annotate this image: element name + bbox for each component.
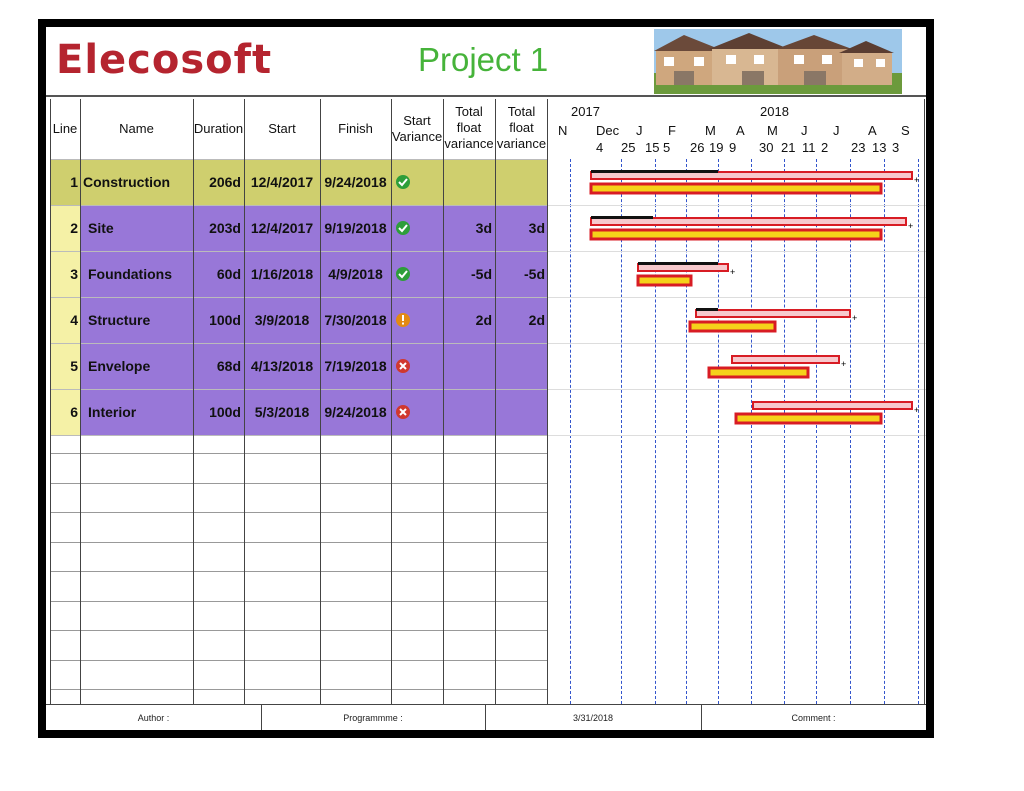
row-total-float-variance-1: 3d [475,220,492,236]
cross-icon [395,404,411,420]
row-finish[interactable]: 7/30/2018 [324,312,387,328]
timeline-month: J [833,123,840,138]
gantt-task-bar[interactable] [548,297,926,343]
row-total-float-variance-1: 2d [475,312,492,328]
check-icon [395,220,411,236]
row-start[interactable]: 5/3/2018 [254,404,310,420]
col-divider [495,99,496,704]
col-header-name[interactable]: Name [119,121,154,136]
svg-text:+: + [914,175,920,185]
col-header-duration[interactable]: Duration [193,121,244,136]
row-line-number: 2 [70,220,78,236]
row-divider [50,512,548,513]
col-divider [391,99,392,704]
col-header-start-variance-l2: Variance [391,129,443,144]
row-finish[interactable]: 4/9/2018 [328,266,383,282]
gantt-task-bar[interactable] [548,343,926,389]
row-name[interactable]: Structure [88,312,151,328]
row-divider [50,159,548,160]
row-divider [50,389,548,390]
row-divider [50,343,548,344]
timeline-month: F [668,123,676,138]
row-duration[interactable]: 60d [216,266,241,282]
row-name[interactable]: Foundations [88,266,172,282]
house-photo-image [654,29,902,94]
gantt-task-bar[interactable] [548,389,926,435]
row-duration[interactable]: 203d [209,220,241,236]
timeline-day: 9 [729,140,737,155]
row-start[interactable]: 4/13/2018 [250,358,314,374]
header-divider [46,95,926,97]
col-header-total-float-variance-2[interactable] [495,104,548,152]
timeline-month: A [736,123,745,138]
row-duration[interactable]: 68d [216,358,241,374]
row-divider [50,571,548,572]
timeline-day: 4 [596,140,604,155]
row-divider [50,542,548,543]
cross-icon [395,358,411,374]
row-line-number: 6 [70,404,78,420]
row-finish[interactable]: 7/19/2018 [324,358,387,374]
col-header-tfv1-l1: Total [455,104,483,119]
timeline-month: N [558,123,568,138]
year-2017: 2017 [571,104,600,119]
gantt-sheet [46,27,926,730]
timeline-month: M [705,123,716,138]
row-divider [50,483,548,484]
row-total-float-variance-2: 2d [528,312,545,328]
row-duration[interactable]: 100d [209,404,241,420]
col-divider [547,99,548,704]
col-header-tfv1-l2: float [456,120,482,135]
col-header-tfv1-l3: variance [444,136,494,151]
row-start[interactable]: 1/16/2018 [250,266,314,282]
col-header-tfv2-l3: variance [496,136,547,151]
year-2018: 2018 [760,104,789,119]
gantt-task-bar[interactable] [548,159,926,205]
row-divider [50,601,548,602]
row-total-float-variance-2: 3d [528,220,545,236]
timeline-month: J [636,123,643,138]
svg-text:+: + [908,221,914,231]
project-title: Project 1 [418,41,549,78]
row-duration[interactable]: 100d [209,312,241,328]
timeline-day: 15 [645,140,660,155]
timeline-day: 26 [690,140,705,155]
row-total-float-variance-2 [495,343,545,389]
row-duration[interactable]: 206d [209,174,241,190]
row-name[interactable]: Interior [88,404,137,420]
timeline-month: Dec [596,123,620,138]
svg-text:+: + [852,313,858,323]
svg-text:+: + [730,267,736,277]
gantt-task-bar[interactable] [548,251,926,297]
col-header-tfv2-l1: Total [507,104,536,119]
timeline-month: J [801,123,808,138]
row-total-float-variance-1: -5d [471,266,492,282]
timeline-day: 3 [892,140,900,155]
col-divider [80,99,81,704]
row-divider [50,453,548,454]
col-header-start[interactable]: Start [268,121,296,136]
col-header-line[interactable]: Line [52,121,78,136]
col-header-tfv2-l2: float [509,120,534,135]
footer-programme: Programmme : [343,713,403,723]
row-divider [50,297,548,298]
row-divider [50,251,548,252]
row-name[interactable]: Site [88,220,114,236]
timeline-month: A [868,123,877,138]
house-photo [654,29,902,94]
timeline-day: 5 [663,140,671,155]
row-total-float-variance-2 [495,389,545,435]
row-total-float-variance-1 [443,343,492,389]
timeline-day: 25 [621,140,636,155]
row-line-number: 4 [70,312,78,328]
col-divider [443,99,444,704]
gantt-row-divider [548,435,926,436]
row-divider [50,205,548,206]
row-total-float-variance-2: -5d [524,266,545,282]
timeline-day: 30 [759,140,774,155]
row-name[interactable]: Envelope [88,358,151,374]
row-start[interactable]: 3/9/2018 [254,312,310,328]
col-divider [244,99,245,704]
timeline-day: 2 [821,140,829,155]
row-finish[interactable]: 9/24/2018 [324,404,387,420]
col-divider [193,99,194,704]
col-divider [320,99,321,704]
row-line-number: 5 [70,358,78,374]
gantt-task-bar[interactable] [548,205,926,251]
row-divider [50,630,548,631]
row-total-float-variance-2 [495,159,545,205]
footer-comment: Comment : [791,713,836,723]
timeline-day: 11 [802,140,816,155]
row-total-float-variance-1 [443,159,492,205]
row-start[interactable]: 12/4/2017 [250,220,314,236]
footer-bar [46,704,926,730]
timeline-month: M [767,123,778,138]
row-start[interactable]: 12/4/2017 [250,174,314,190]
timeline-month: S [901,123,910,138]
row-divider [50,435,548,436]
timeline-day: 13 [872,140,887,155]
footer-date: 3/31/2018 [572,713,614,723]
row-line-number: 3 [70,266,78,282]
col-header-finish[interactable]: Finish [338,121,373,136]
row-name[interactable]: Construction [83,174,171,190]
company-logo: Elecosoft [56,37,273,83]
col-divider [924,99,925,704]
row-divider [50,660,548,661]
svg-text:+: + [914,405,920,415]
footer-author: Author : [137,713,170,723]
row-finish[interactable]: 9/24/2018 [324,174,387,190]
svg-text:+: + [841,359,847,369]
check-icon [395,174,411,190]
col-header-start-variance[interactable] [391,113,443,145]
col-divider [50,99,51,704]
col-header-start-variance-l1: Start [403,113,431,128]
row-line-number: 1 [70,174,78,190]
warning-icon [395,312,411,328]
row-finish[interactable]: 9/19/2018 [324,220,387,236]
row-divider [50,689,548,690]
timeline-day: 21 [781,140,796,155]
check-icon [395,266,411,282]
timeline-day: 19 [709,140,724,155]
col-header-total-float-variance-1[interactable] [443,104,495,152]
timeline-day: 23 [851,140,866,155]
row-total-float-variance-1 [443,389,492,435]
